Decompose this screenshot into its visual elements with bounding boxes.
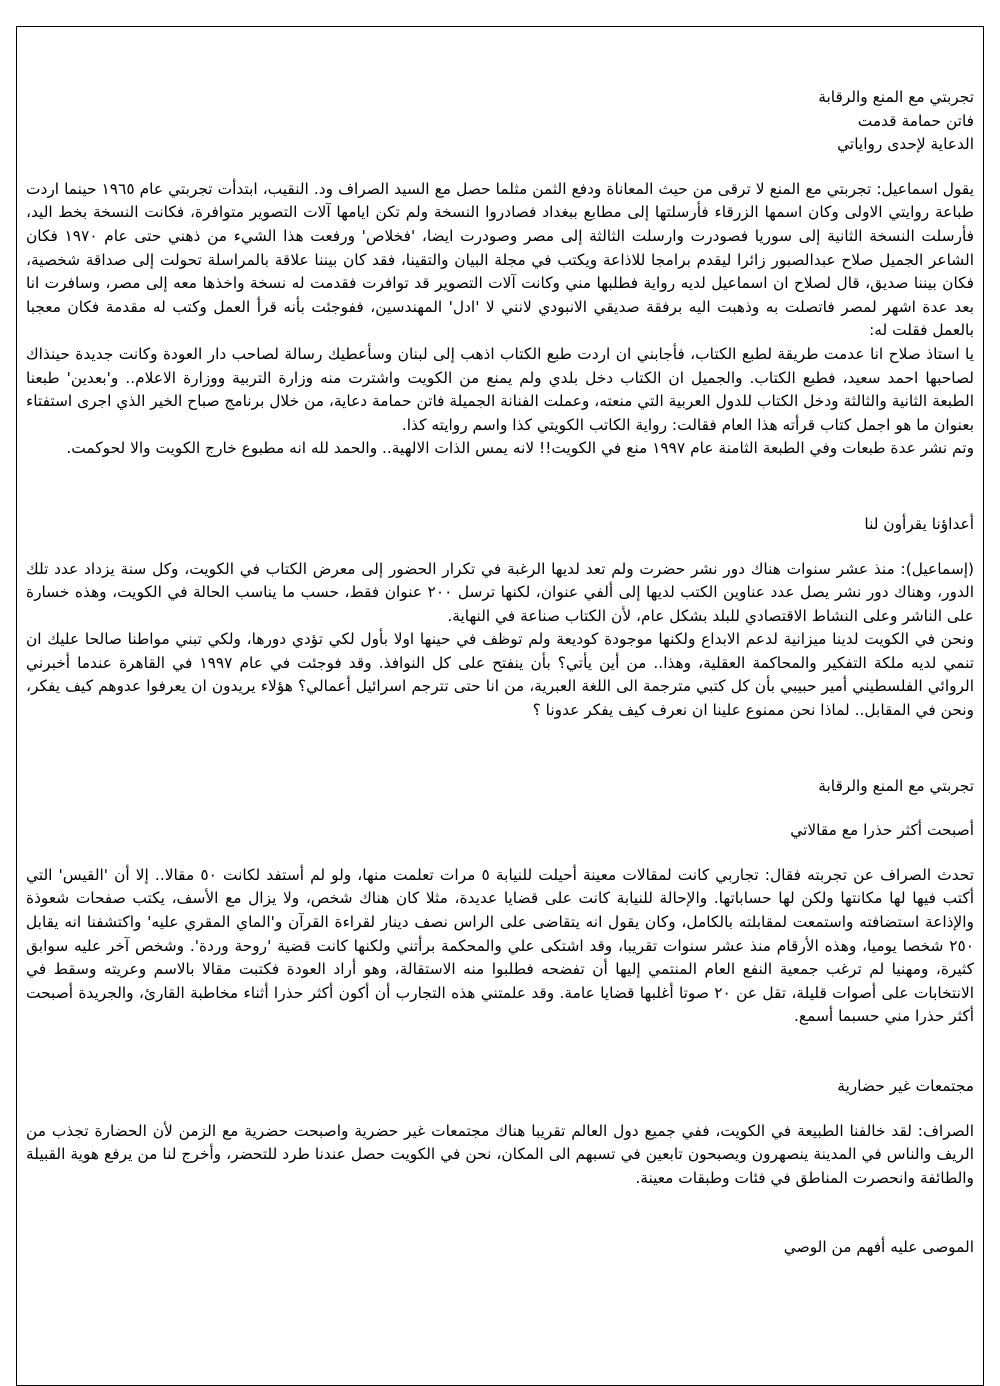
section-intro	[26, 178, 974, 461]
article-title: تجربتي مع المنع والرقابة	[818, 88, 974, 106]
paragraph: تحدث الصراف عن تجربته فقال: تجاربي كانت لمقالات معينة أحيلت للنيابة ٥ مرات تعلمت منها، ولو لم أستفد لكانت ٥٠ مقالا.. إلا أن 'القيس' التي أكتب فيها لها مكانتها ولكن لها حساباتها. والإحالة للنيابة كانت على قضايا عديدة، مثلا كان هناك شخص، ولا يزال مع الأسف، يكتب صفحات شعوذة والإذاعة استضافته واستمعت لمقابلته بالكامل، وكان يقول انه يتقاضى على الراس نصف دينار لقراءة القرآن و'الماي المقري عليه' واكتشفنا انه يقابل ٢٥٠ شخصا يوميا، وهذه الأرقام منذ عشر سنوات تقريبا، وقد اشتكى علي والمحكمة برأتني ولكنها كانت قضية 'روحة وردة'. وشخص آخر عليه سوابق كثيرة، ومهنيا لم ترغب جمعية النفع العام المنتمي إليها أن تفضحه فطلبوا منه الاستقالة، وهو أراد العودة فكتبت مقالا بالاسم وعريته وسقط في الانتخابات على أصوات قليلة، تقل عن ٢٠ صوتا أغلبها قضايا عامة. وقد علمتني هذه التجارب أن أكون أكثر حذرا أثناء مخاطبة القارئ، والجريدة أصبحت أكثر حذرا مني حسبما أسمع.	[26, 865, 974, 1026]
paragraph: الصراف: لقد خالفنا الطبيعة في الكويت، ففي جميع دول العالم تقريبا هناك مجتمعات غير حضرية واصبحت حضرية مع الزمن لأن الحضارة تجذب من الريف والناس في المدينة ينصهرون ويصبحون تابعين في تسبهم الى المكان، نحن في الكويت حصل عندنا طرد للتحضر، وأخرج لنا من يرفع هوية القبيلة والطائفة وانحصرت المناطق في فئات وطبقات معينة.	[26, 1121, 974, 1187]
article-header	[26, 86, 974, 157]
paragraph: يا استاذ صلاح انا عدمت طريقة لطبع الكتاب، فأجابني ان اردت طبع الكتاب اذهب إلى لبنان وسأعطيك رسالة لصاحب دار العودة وكانت جديدة حينذاك لصاحبها احمد سعيد، فطبع الكتاب. والجميل ان الكتاب دخل بلدي ولم يمنع من الكويت واشترت منه وزارة التربية ووزارة الاعلام.. و'بعدين' طبعنا الطبعة الثانية والثالثة ودخل الكتاب للدول العربية التي منعته، وعملت الفنانة الجميلة فاتن حمامة دعاية، من خلال برنامج صباح الخير الذي اجرى استفتاء بعنوان ما هو اجمل كتاب قرأته هذا العام فقالت: رواية الكاتب الكويتي كذا واسم روايته كذا.	[26, 344, 974, 434]
paragraph: يقول اسماعيل: تجربتي مع المنع لا ترقى من حيث المعاناة ودفع الثمن مثلما حصل مع السيد الصراف ود. النقيب، ابتدأت تجربتي عام ١٩٦٥ حينما اردت طباعة روايتي الاولى وكان اسمها الزرقاء فأرسلتها إلى مطابع ببغداد فصادروا النسخة ولم تكن ايامها آلات التصوير متوافرة، فكانت النسخة بخط اليد، فأرسلت النسخة الثانية إلى سوريا فصودرت وارسلت الثالثة إلى مصر وصودرت ايضا، 'فخلاص' ورفعت هذا الشيء من ذهني حتى عام ١٩٧٠ فكان الشاعر الجميل صلاح عبدالصبور زائرا ليقدم برامجا للاذاعة ويكتب في مجلة البيان والتقينا، فقد كان بيننا علاقة بالمراسلة تحولت إلى صداقة شخصية، فكان بيننا صديق، قال لصلاح ان اسماعيل لديه رواية فطلبها مني وكانت آلات التصوير قد توافرت فقدمت له نسخة واخذها معه إلى مصر، وسافرت انا بعد عدة اشهر لمصر فاتصلت به وذهبت اليه برفقة صديقي الانبودي لانني لا 'ادل' المهندسين، ففوجئت بأنه قرأ العمل وكتب له مقدمة فكان معجبا بالعمل فقلت له:	[26, 179, 974, 340]
article-subtitle: الدعاية لإحدى رواياتي	[837, 135, 974, 154]
section-heading: تجربتي مع المنع والرقابة	[818, 776, 974, 795]
article-body	[26, 86, 974, 1260]
section-guardian	[26, 1236, 974, 1260]
paragraph: ونحن في الكويت لدينا ميزانية لدعم الابداع ولكنها موجودة كوديعة ولم توظف في حينها اولا بأول لكي تؤدي دورها، ولكي تبني مواطنا صالحا عليك ان تنمي لديه ملكة التفكير والمحاكمة العقلية، وهذا.. من أين يأتي؟ بأن ينفتح على كل النوافذ. وقد فوجئت في عام ١٩٩٧ في القاهرة عندما أخبرني الروائي الفلسطيني أمير حبيبي بأن كل كتبي مترجمة الى اللغة العبرية، من انا حتى تترجم اسرائيل أعمالي؟ هؤلاء يريدون ان يعرفوا عدوهم كيف يفكر، ونحن في المقابل.. لماذا نحن ممنوع علينا ان نعرف كيف يفكر عدونا ؟	[26, 630, 974, 720]
section-heading: أعداؤنا يقرأون لنا	[864, 514, 974, 533]
section-subheading: أصبحت أكثر حذرا مع مقالاتي	[790, 821, 974, 840]
section-heading: مجتمعات غير حضارية	[837, 1077, 974, 1095]
section-ban-experience	[26, 775, 974, 1029]
paragraph: وتم نشر عدة طبعات وفي الطبعة الثامنة عام ١٩٩٧ منع في الكويت!! لانه يمس الذات الالهية.. والحمد لله انه مطبوع خارج الكويت والا لحوكمت.	[66, 439, 974, 458]
section-enemies-read-us	[26, 513, 974, 723]
section-uncivilized-societies	[26, 1075, 974, 1190]
section-heading: الموصى عليه أفهم من الوصي	[783, 1238, 974, 1257]
article-author-line: فاتن حمامة قدمت	[857, 111, 974, 130]
paragraph: (إسماعيل): منذ عشر سنوات هناك دور نشر حضرت ولم تعد لديها الرغبة في تكرار الحضور إلى معرض الكتاب في الكويت، وكل سنة يزداد عدد تلك الدور، وهناك دور نشر يصل عدد عناوين الكتب لديها إلى ألفي عنوان، لكنها ترسل ٢٠٠ عنوان فقط، حسب ما يناسب الحالة في الكويت، وهذه خسارة على الناشر وعلى النشاط الاقتصادي للبلد بشكل عام، لأن الكتاب صناعة في النهاية.	[26, 559, 974, 625]
